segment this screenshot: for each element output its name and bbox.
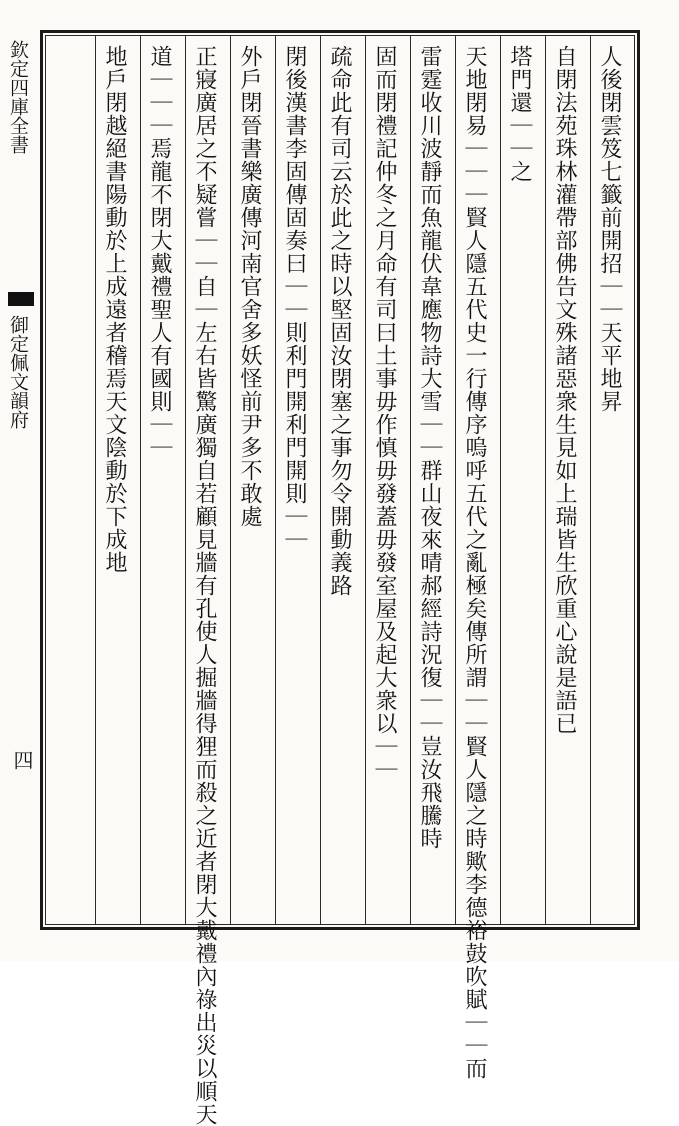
text-column-11: 道｜｜｜焉龍不閉大戴禮聖人有國則｜｜ (147, 45, 172, 459)
column-rule (545, 35, 546, 925)
text-column-4: 天地閉易｜｜｜賢人隱五代史一行傳序嗚呼五代之亂極矣傳所謂｜｜賢人隱之時歟李德裕鼓吹賦｜｜而 (462, 45, 487, 1080)
folio-number: 四 (10, 750, 34, 770)
text-column-9: 外戶閉晉書樂廣傳河南官舍多妖怪前尹多不敢處 (237, 45, 262, 528)
text-column-3: 塔門還｜｜之 (507, 45, 532, 183)
column-rule (230, 35, 231, 925)
text-column-2: 自閉法苑珠林灌帶部佛告文殊諸惡衆生見如上瑞皆生欣重心說是語已 (552, 45, 577, 735)
margin-black-block (8, 292, 34, 306)
text-column-5: 雷霆收川波靜而魚龍伏韋應物詩大雪｜｜群山夜來晴郝經詩況復｜｜豈汝飛騰時 (417, 45, 442, 850)
column-rule (365, 35, 366, 925)
text-column-7: 疏命此有司云於此之時以堅固汝閉塞之事勿令開動義路 (327, 45, 352, 597)
column-rule (590, 35, 591, 925)
library-mark: 欽定四庫全書 (7, 40, 29, 154)
text-column-12: 地戶閉越絕書陽動於上成遠者稽焉天文陰動於下成地 (102, 45, 127, 574)
column-rule (410, 35, 411, 925)
column-rule (500, 35, 501, 925)
column-rule (185, 35, 186, 925)
column-rule (320, 35, 321, 925)
text-column-8: 閉後漢書李固傳固奏曰｜｜則利門開利門開則｜｜ (282, 45, 307, 551)
text-column-10: 正寢廣居之不疑嘗｜｜自｜左右皆驚廣獨自若顧見牆有孔使人掘牆得狸而殺之近者閉大戴禮內祿出災以順天 (192, 45, 217, 1126)
margin-strip (0, 30, 38, 930)
column-rule (455, 35, 456, 925)
text-column-6: 固而閉禮記仲冬之月命有司曰土事毋作慎毋發蓋毋發室屋及起大衆以｜｜ (372, 45, 397, 781)
column-rule (140, 35, 141, 925)
text-column-1: 人後閉雲笈七籤前開招｜｜天平地昇 (597, 45, 622, 413)
column-rule (275, 35, 276, 925)
column-rule (95, 35, 96, 925)
book-title: 御定佩文韻府 (7, 315, 29, 429)
